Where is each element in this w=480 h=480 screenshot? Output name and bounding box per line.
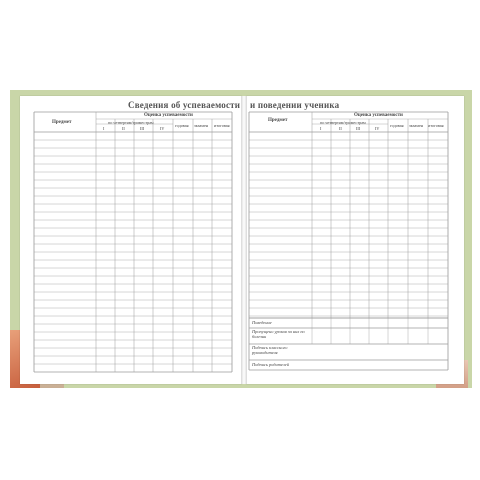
page-title-right: и поведении ученика	[250, 100, 340, 110]
left-subject-header: Предмет	[52, 120, 72, 125]
right-subject-header: Предмет	[268, 118, 288, 123]
right-quarter-1: I	[320, 126, 322, 131]
left-quarter-4: IV	[160, 126, 165, 131]
left-period-header: по четвертям/триместрам	[108, 120, 154, 125]
right-quarter-3: III	[356, 126, 361, 131]
right-yearly-header: годовая	[390, 123, 404, 128]
left-exam-header: экзамен	[194, 123, 209, 128]
footer-behavior-label: Поведение	[252, 320, 272, 325]
right-grade-header: Оценка успеваемости	[354, 113, 403, 118]
footer-parent-signature-label: Подпись родителей	[252, 362, 289, 367]
left-quarter-2: II	[122, 126, 125, 131]
right-exam-header: экзамен	[409, 123, 424, 128]
footer-absences-label: Пропущено уроков за них по болезни	[252, 329, 305, 339]
left-final-header: итоговая	[214, 123, 230, 128]
left-grade-header: Оценка успеваемости	[144, 113, 193, 118]
right-quarter-2: II	[339, 126, 342, 131]
left-quarter-1: I	[103, 126, 105, 131]
left-quarter-3: III	[140, 126, 145, 131]
right-final-header: итоговая	[428, 123, 444, 128]
page-title-left: Сведения об успеваемости	[128, 100, 241, 110]
right-quarter-4: IV	[375, 126, 380, 131]
footer-teacher-signature-label: Подпись классного руководителя	[252, 345, 288, 355]
left-yearly-header: годовая	[175, 123, 189, 128]
right-period-header: по четвертям/триместрам	[320, 120, 366, 125]
